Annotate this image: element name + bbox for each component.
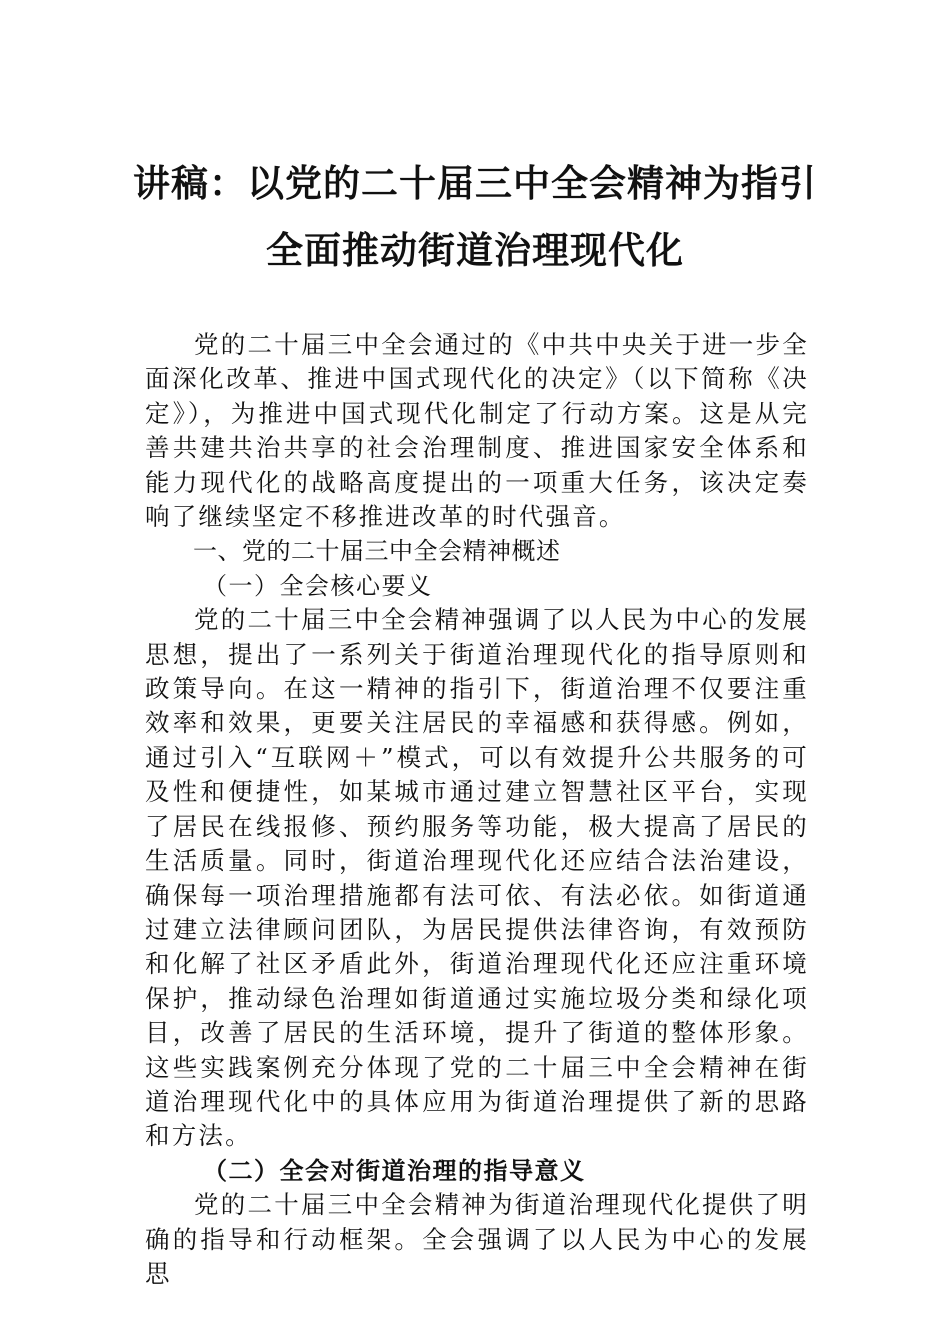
document-title-line2: 全面推动街道治理现代化 (266, 229, 684, 272)
document-title-line1: 讲稿：以党的二十届三中全会精神为指引 (133, 162, 817, 205)
subsection1-heading: （一）全会核心要义 (203, 571, 433, 600)
section1-heading: 一、党的二十届三中全会精神概述 (193, 537, 561, 566)
intro-paragraph: 党的二十届三中全会通过的《中共中央关于进一步全面深化改革、推进中国式现代化的决定》（以下简称《决定》），为推进中国式现代化制定了行动方案。这是从完善共建共治共享的社会治理制度、推进国家安全体系和能力现代化的战略高度提出的一项重大任务，该决定奏响了继续坚定不移推进改革的时代强音。 (145, 330, 809, 532)
subsection2-heading: （二）全会对街道治理的指导意义 (203, 1155, 586, 1185)
subsection2-paragraph: 党的二十届三中全会精神为街道治理现代化提供了明确的指导和行动框架。全会强调了以人民为中心的发展思 (145, 1190, 809, 1288)
document-body (145, 328, 809, 1291)
subsection1-paragraph: 党的二十届三中全会精神强调了以人民为中心的发展思想，提出了一系列关于街道治理现代化的指导原则和政策导向。在这一精神的指引下，街道治理不仅要注重效率和效果，更要关注居民的幸福感和获得感。例如，通过引入“互联网＋”模式，可以有效提升公共服务的可及性和便捷性，如某城市通过建立智慧社区平台，实现了居民在线报修、预约服务等功能，极大提高了居民的生活质量。同时，街道治理现代化还应结合法治建设，确保每一项治理措施都有法可依、有法必依。如街道通过建立法律顾问团队，为居民提供法律咨询，有效预防和化解了社区矛盾此外，街道治理现代化还应注重环境保护，推动绿色治理如街道通过实施垃圾分类和绿化项目，改善了居民的生活环境，提升了街道的整体形象。这些实践案例充分体现了党的二十届三中全会精神在街道治理现代化中的具体应用为街道治理提供了新的思路和方法。 (145, 605, 809, 1151)
